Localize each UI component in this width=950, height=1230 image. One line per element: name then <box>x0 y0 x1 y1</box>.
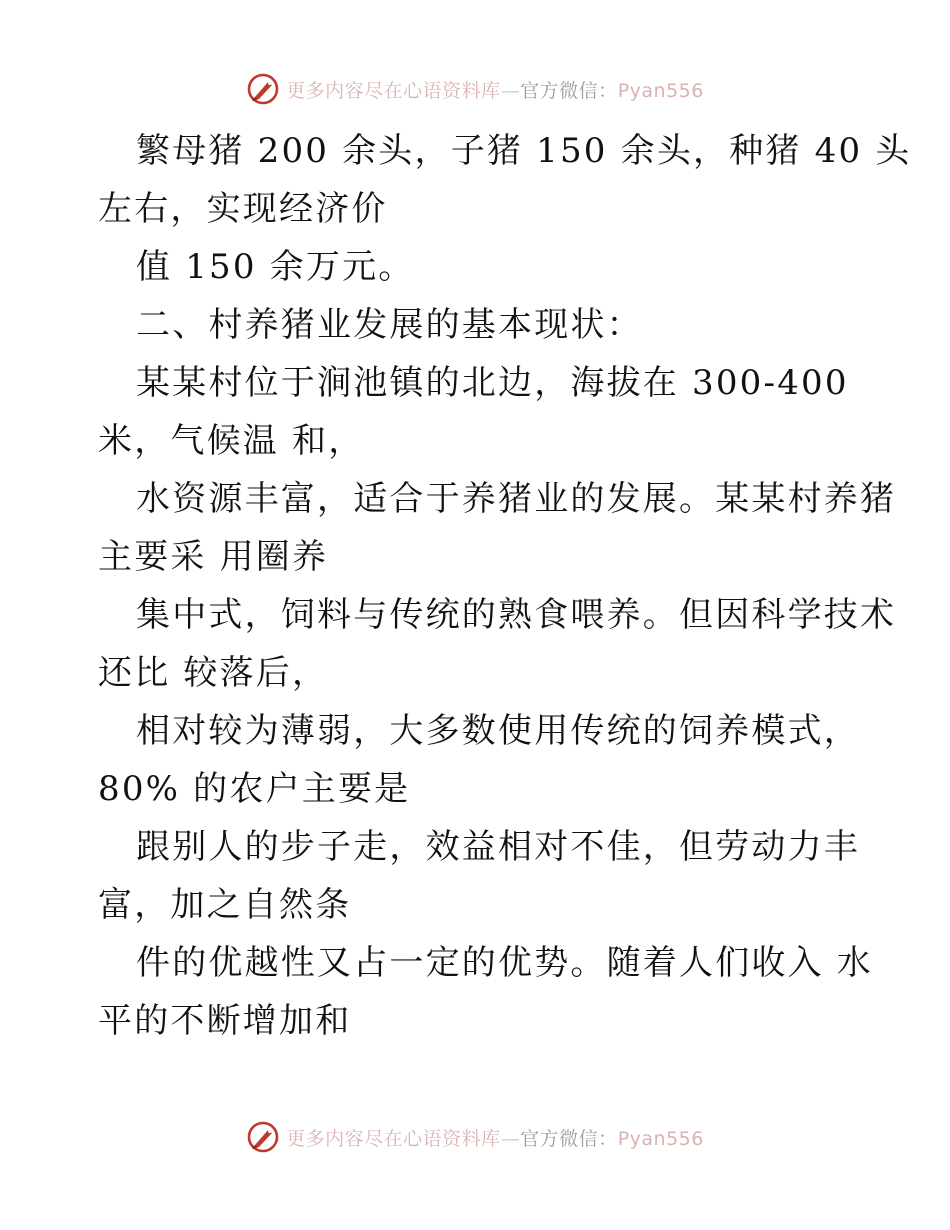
banner-site-name: 更多内容尽在心语资料库 <box>286 79 501 102</box>
banner-dash: — <box>500 1127 521 1150</box>
text-line: 富，加之自然条 <box>98 885 352 925</box>
text-line: 值 150 余万元。 <box>136 247 415 287</box>
text-line: 繁母猪 200 余头，子猪 150 余头，种猪 40 头 <box>136 131 912 171</box>
text-line: 平的不断增加和 <box>98 1001 352 1041</box>
text-line: 水资源丰富，适合于养猪业的发展。某某村养猪 <box>136 479 897 519</box>
document-body <box>98 122 912 1050</box>
text-line: 左右，实现经济价 <box>98 189 388 229</box>
text-line: 二、村养猪业发展的基本现状： <box>136 305 643 345</box>
banner-dash: — <box>500 79 521 102</box>
banner-official-label: 官方微信： <box>520 79 618 102</box>
text-line: 80% 的农户主要是 <box>98 769 411 809</box>
text-line: 某某村位于涧池镇的北边，海拔在 300-400 <box>136 363 849 403</box>
text-line: 主要采 用圈养 <box>98 537 329 577</box>
banner-official-label: 官方微信： <box>520 1127 618 1150</box>
pen-logo-icon <box>246 72 280 106</box>
text-line: 米，气候温 和， <box>98 421 365 461</box>
header-banner-text <box>286 76 704 103</box>
footer-banner <box>0 1120 950 1154</box>
footer-banner-text <box>286 1124 704 1151</box>
pen-logo-icon <box>246 1120 280 1154</box>
footer-banner-content <box>246 1120 704 1154</box>
text-line: 集中式，饲料与传统的熟食喂养。但因科学技术 <box>136 595 897 635</box>
text-line: 件的优越性又占一定的优势。随着人们收入 水 <box>136 943 874 983</box>
banner-wechat-id: Pyan556 <box>617 1127 704 1150</box>
text-line: 跟别人的步子走，效益相对不佳，但劳动力丰 <box>136 827 860 867</box>
header-banner-content <box>246 72 704 106</box>
header-banner <box>0 72 950 106</box>
text-line: 相对较为薄弱，大多数使用传统的饲养模式， <box>136 711 860 751</box>
banner-wechat-id: Pyan556 <box>617 79 704 102</box>
banner-site-name: 更多内容尽在心语资料库 <box>286 1127 501 1150</box>
text-line: 还比 较落后， <box>98 653 329 693</box>
